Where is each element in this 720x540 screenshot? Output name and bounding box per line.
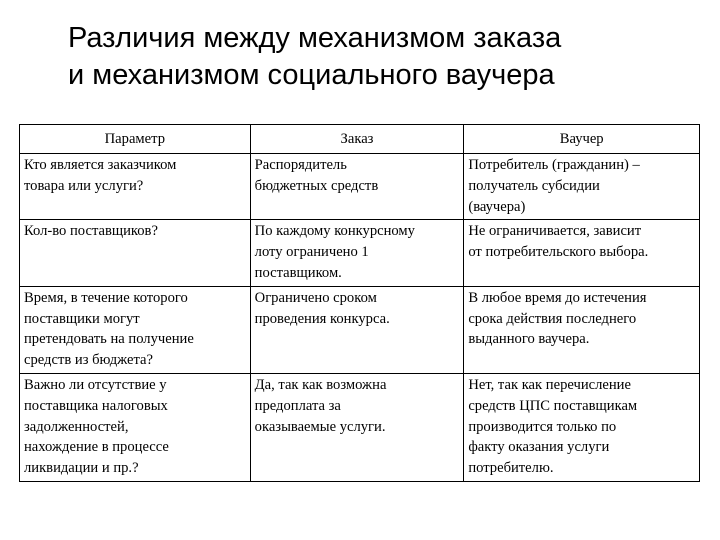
table-cell [20,220,251,286]
table-header-row [20,125,700,154]
header-voucher: Ваучер [464,125,700,154]
table-cell [250,220,464,286]
table-cell [250,373,464,481]
table-row [20,286,700,373]
table-cell [464,286,700,373]
slide-title-line-2: и механизмом социального ваучера [68,59,555,91]
table-row [20,373,700,481]
cell-text: В любое время до истечения срока действия последнего выданного ваучера. [468,289,647,348]
table-cell [20,154,251,220]
header-order: Заказ [250,125,464,154]
cell-text: Нет, так как перечисление средств ЦПС поставщикам производится только по факту оказания услуги потребителю. [468,376,638,477]
cell-text: Не ограничивается, зависит от потребительского выбора. [468,223,649,261]
cell-text: Время, в течение которого поставщики могут претендовать на получение средств из бюджета? [24,289,194,369]
cell-text: Кол-во поставщиков? [24,223,158,240]
comparison-table [19,124,700,482]
cell-text: Распорядитель бюджетных средств [254,157,379,194]
cell-text: Важно ли отсутствие у поставщика налоговых задолженностей, нахождение в процессе ликвидации и пр.? [24,376,169,477]
header-parameter: Параметр [20,125,251,154]
table-cell [20,373,251,481]
cell-text: Потребитель (гражданин) – получатель субсидии (ваучера) [468,157,640,215]
table-cell [250,154,464,220]
table-cell [464,220,700,286]
table-cell [464,154,700,220]
table-cell [250,286,464,373]
slide-title-line-1: Различия между механизмом заказа [68,22,562,54]
cell-text: Да, так как возможна предоплата за оказываемые услуги. [254,376,387,435]
table-row [20,220,700,286]
table-row [20,154,700,220]
cell-text: Ограничено сроком проведения конкурса. [254,289,390,327]
table-cell [464,373,700,481]
table-cell [20,286,251,373]
cell-text: По каждому конкурсному лоту ограничено 1 поставщиком. [254,223,415,281]
cell-text: Кто является заказчиком товара или услуги? [24,157,177,194]
slide-title [68,20,688,94]
